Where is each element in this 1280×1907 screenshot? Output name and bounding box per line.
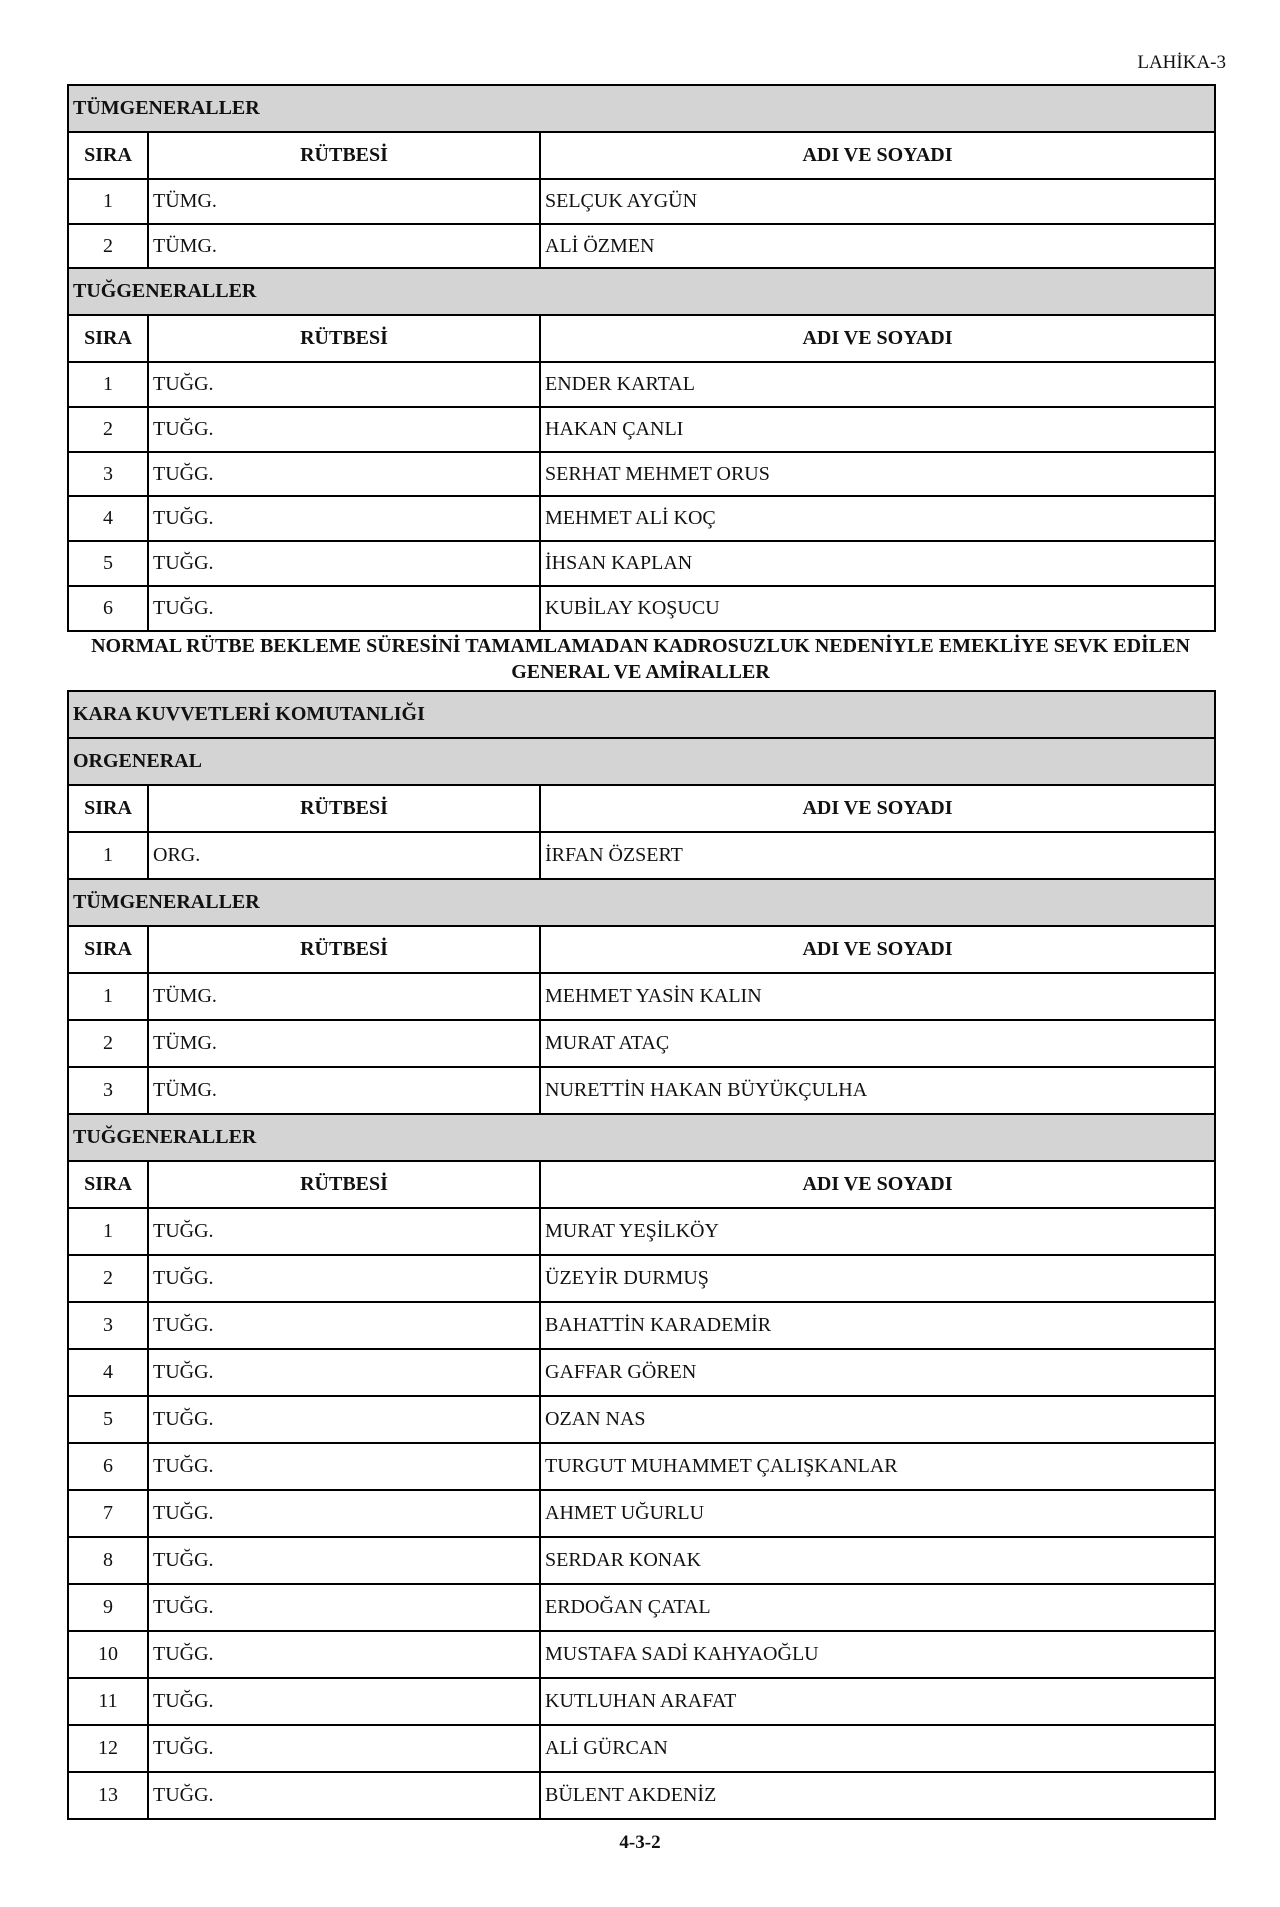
row-rank: TUĞG. [148,541,540,586]
page-number: 4-3-2 [619,1832,661,1853]
row-number: 1 [68,832,148,879]
row-rank: TÜMG. [148,179,540,224]
group-header-row [68,738,1215,785]
row-name: SERDAR KONAK [540,1537,1215,1584]
column-header-sira: SIRA [68,785,148,832]
row-number: 3 [68,452,148,497]
table-row [68,973,1215,1020]
row-number: 4 [68,1349,148,1396]
row-number: 2 [68,1020,148,1067]
row-name: HAKAN ÇANLI [540,407,1215,452]
row-rank: TUĞG. [148,1396,540,1443]
row-name: KUBİLAY KOŞUCU [540,586,1215,631]
row-name: MURAT ATAÇ [540,1020,1215,1067]
column-header-row [68,315,1215,362]
row-name: TURGUT MUHAMMET ÇALIŞKANLAR [540,1443,1215,1490]
table-row [68,541,1215,586]
row-name: MURAT YEŞİLKÖY [540,1208,1215,1255]
table-part1 [67,84,1216,632]
table-row [68,179,1215,224]
group-title: ORGENERAL [68,738,1215,785]
group-title: TÜMGENERALLER [68,879,1215,926]
table-row [68,1443,1215,1490]
table-row [68,224,1215,269]
row-number: 13 [68,1772,148,1819]
table-row [68,1067,1215,1114]
table-row [68,1255,1215,1302]
row-rank: TÜMG. [148,973,540,1020]
row-name: ALİ ÖZMEN [540,224,1215,269]
row-number: 1 [68,179,148,224]
row-rank: TUĞG. [148,362,540,407]
row-name: GAFFAR GÖREN [540,1349,1215,1396]
row-rank: TÜMG. [148,1020,540,1067]
row-rank: TUĞG. [148,452,540,497]
row-rank: TUĞG. [148,1631,540,1678]
row-rank: TUĞG. [148,1537,540,1584]
row-number: 9 [68,1584,148,1631]
table-row [68,407,1215,452]
column-header-sira: SIRA [68,315,148,362]
table-row [68,1302,1215,1349]
table-row [68,1020,1215,1067]
row-name: İHSAN KAPLAN [540,541,1215,586]
table-row [68,1208,1215,1255]
table-row [68,1631,1215,1678]
row-name: ÜZEYİR DURMUŞ [540,1255,1215,1302]
row-name: OZAN NAS [540,1396,1215,1443]
column-header-sira: SIRA [68,1161,148,1208]
row-rank: TUĞG. [148,1725,540,1772]
group-header-row [68,879,1215,926]
table-row [68,1349,1215,1396]
table-row [68,1678,1215,1725]
column-header-row [68,1161,1215,1208]
command-row [68,691,1215,738]
row-name: SERHAT MEHMET ORUS [540,452,1215,497]
row-name: ALİ GÜRCAN [540,1725,1215,1772]
row-name: ERDOĞAN ÇATAL [540,1584,1215,1631]
row-rank: TUĞG. [148,407,540,452]
row-rank: TUĞG. [148,1302,540,1349]
table-row [68,1584,1215,1631]
table-row [68,1396,1215,1443]
row-rank: TUĞG. [148,1255,540,1302]
row-number: 2 [68,407,148,452]
row-number: 6 [68,1443,148,1490]
column-header-sira: SIRA [68,926,148,973]
row-number: 2 [68,224,148,269]
row-name: SELÇUK AYGÜN [540,179,1215,224]
table-part2 [67,690,1216,1820]
group-header-row [68,1114,1215,1161]
row-rank: TUĞG. [148,586,540,631]
row-rank: ORG. [148,832,540,879]
row-number: 5 [68,1396,148,1443]
section-title: NORMAL RÜTBE BEKLEME SÜRESİNİ TAMAMLAMADAN KADROSUZLUK NEDENİYLE EMEKLİYE SEVK EDİLEN GENERAL VE AMİRALLER [91,635,1190,683]
table-row [68,496,1215,541]
table-row [68,1490,1215,1537]
column-header-row [68,132,1215,179]
row-number: 6 [68,586,148,631]
table-row [68,586,1215,631]
table-row [68,362,1215,407]
row-rank: TUĞG. [148,1772,540,1819]
row-number: 5 [68,541,148,586]
group-header-row [68,268,1215,315]
column-header-name: ADI VE SOYADI [540,1161,1215,1208]
row-name: BÜLENT AKDENİZ [540,1772,1215,1819]
command-title: KARA KUVVETLERİ KOMUTANLIĞI [68,691,1215,738]
row-name: MUSTAFA SADİ KAHYAOĞLU [540,1631,1215,1678]
row-name: ENDER KARTAL [540,362,1215,407]
row-name: MEHMET YASİN KALIN [540,973,1215,1020]
column-header-row [68,785,1215,832]
row-number: 3 [68,1302,148,1349]
row-name: KUTLUHAN ARAFAT [540,1678,1215,1725]
row-rank: TUĞG. [148,1678,540,1725]
row-number: 7 [68,1490,148,1537]
column-header-sira: SIRA [68,132,148,179]
row-number: 1 [68,1208,148,1255]
column-header-name: ADI VE SOYADI [540,785,1215,832]
column-header-name: ADI VE SOYADI [540,132,1215,179]
row-number: 12 [68,1725,148,1772]
row-number: 10 [68,1631,148,1678]
column-header-rank: RÜTBESİ [148,1161,540,1208]
row-rank: TUĞG. [148,1349,540,1396]
column-header-name: ADI VE SOYADI [540,926,1215,973]
row-number: 4 [68,496,148,541]
row-name: AHMET UĞURLU [540,1490,1215,1537]
row-rank: TUĞG. [148,1490,540,1537]
table-row [68,452,1215,497]
group-title: TUĞGENERALLER [68,1114,1215,1161]
column-header-rank: RÜTBESİ [148,132,540,179]
row-rank: TÜMG. [148,1067,540,1114]
row-number: 1 [68,973,148,1020]
row-number: 3 [68,1067,148,1114]
row-number: 2 [68,1255,148,1302]
table-row [68,832,1215,879]
column-header-name: ADI VE SOYADI [540,315,1215,362]
table-row [68,1725,1215,1772]
annex-label: LAHİKA-3 [1137,52,1226,73]
group-title: TUĞGENERALLER [68,268,1215,315]
row-rank: TUĞG. [148,1208,540,1255]
row-rank: TUĞG. [148,1443,540,1490]
column-header-rank: RÜTBESİ [148,785,540,832]
row-name: NURETTİN HAKAN BÜYÜKÇULHA [540,1067,1215,1114]
group-title: TÜMGENERALLER [68,85,1215,132]
group-header-row [68,85,1215,132]
row-name: MEHMET ALİ KOÇ [540,496,1215,541]
row-rank: TÜMG. [148,224,540,269]
row-number: 1 [68,362,148,407]
column-header-row [68,926,1215,973]
row-name: BAHATTİN KARADEMİR [540,1302,1215,1349]
row-rank: TUĞG. [148,496,540,541]
column-header-rank: RÜTBESİ [148,315,540,362]
table-row [68,1772,1215,1819]
row-number: 11 [68,1678,148,1725]
row-number: 8 [68,1537,148,1584]
table-row [68,1537,1215,1584]
row-rank: TUĞG. [148,1584,540,1631]
row-name: İRFAN ÖZSERT [540,832,1215,879]
column-header-rank: RÜTBESİ [148,926,540,973]
